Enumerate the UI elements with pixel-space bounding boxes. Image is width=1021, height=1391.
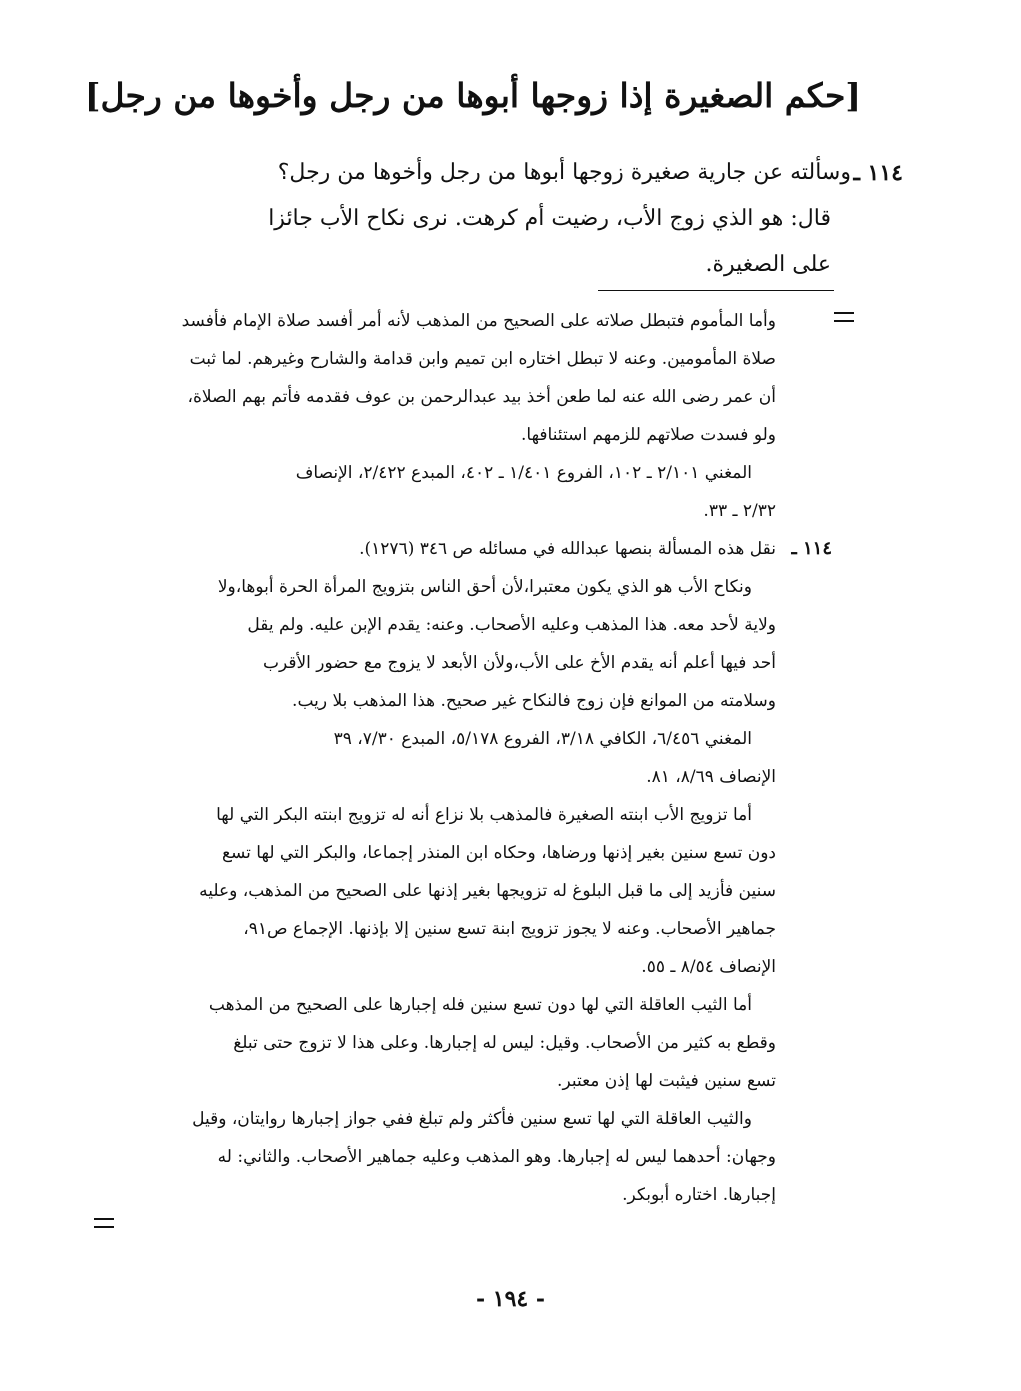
chapter-title: [حكم الصغيرة إذا زوجها أبوها من رجل وأخوها من رجل] (84, 76, 861, 115)
note-line: صلاة المأمومين. وعنه لا تبطل اختاره ابن تميم وابن قدامة والشارح وغيرهم. لما ثبت (189, 349, 776, 369)
main-line: وسألته عن جارية صغيرة زوجها أبوها من رجل وأخوها من رجل؟ (277, 160, 851, 185)
continuation-mark-bottom (94, 1218, 114, 1228)
footnotes (110, 302, 832, 1214)
note-line: أما الثيب العاقلة التي لها دون تسع سنين فله إجبارها على الصحيح من المذهب (208, 995, 752, 1015)
note-line: دون تسع سنين بغير إذنها ورضاها، وحكاه ابن المنذر إجماعا، والبكر التي لها تسع (221, 843, 776, 863)
note-line: سنين فأزيد إلى ما قبل البلوغ له تزويجها بغير إذنها على الصحيح من المذهب، وعليه (199, 881, 776, 901)
note-line: إجبارها. اختاره أبوبكر. (622, 1185, 776, 1205)
note-line: أن عمر رضى الله عنه لما طعن أخذ بيد عبدالرحمن بن عوف فقدمه فأتم بهم الصلاة، (187, 387, 776, 407)
note-line: جماهير الأصحاب. وعنه لا يجوز تزويج ابنة تسع سنين إلا بإذنها. الإجماع ص٩١، (243, 919, 776, 939)
main-text (100, 150, 903, 288)
reference-line: ٢/٣٢ ـ ٣٣. (703, 501, 776, 521)
footnote-number: ١١٤ ـ (791, 538, 832, 559)
note-line: ونكاح الأب هو الذي يكون معتبرا،لأن أحق الناس بتزويج المرأة الحرة أبوها،ولا (217, 577, 752, 597)
reference-line: المغني ٢/١٠١ ـ ١٠٢، الفروع ١/٤٠١ ـ ٤٠٢، المبدع ٢/٤٢٢، الإنصاف (295, 463, 752, 483)
note-line: والثيب العاقلة التي لها تسع سنين فأكثر ولم تبلغ ففي جواز إجبارها روايتان، وقيل (192, 1109, 752, 1129)
footnote-separator (598, 290, 834, 291)
page-number: - ١٩٤ - (475, 1286, 546, 1312)
note-line: أما تزويج الأب ابنته الصغيرة فالمذهب بلا نزاع أنه له تزويج ابنته البكر التي لها (216, 805, 752, 825)
note-line: ولاية لأحد معه. هذا المذهب وعليه الأصحاب. وعنه: يقدم الإبن عليه. ولم يقل (247, 615, 776, 635)
note-line: وسلامته من الموانع فإن زوج فالنكاح غير صحيح. هذا المذهب بلا ريب. (292, 691, 776, 711)
note-line: وأما المأموم فتبطل صلاته على الصحيح من المذهب لأنه أمر أفسد صلاة الإمام فأفسد (181, 311, 776, 331)
note-line: أحد فيها أعلم أنه يقدم الأخ على الأب،ولأن الأبعد لا يزوج مع حضور الأقرب (262, 653, 776, 673)
main-line: على الصغيرة. (705, 252, 831, 277)
question-number: ١١٤ ـ (853, 160, 903, 186)
note-line: تسع سنين فيثبت لها إذن معتبر. (557, 1071, 776, 1091)
note-line: الإنصاف ٨/٥٤ ـ ٥٥. (641, 957, 776, 977)
note-line: ولو فسدت صلاتهم للزمهم استئنافها. (521, 425, 776, 445)
main-line: قال: هو الذي زوج الأب، رضيت أم كرهت. نرى نكاح الأب جائزا (268, 206, 831, 231)
note-line: وجهان: أحدهما ليس له إجبارها. وهو المذهب وعليه جماهير الأصحاب. والثاني: له (217, 1147, 776, 1167)
continuation-mark-top (834, 312, 854, 322)
note-line: نقل هذه المسألة بنصها عبدالله في مسائله ص ٣٤٦ (١٢٧٦). (359, 539, 776, 559)
note-line: وقطع به كثير من الأصحاب. وقيل: ليس له إجبارها. وعلى هذا لا تزوج حتى تبلغ (233, 1033, 776, 1053)
reference-line: المغني ٦/٤٥٦، الكافي ٣/١٨، الفروع ٥/١٧٨، المبدع ٧/٣٠، ٣٩ (333, 729, 752, 749)
reference-line: الإنصاف ٨/٦٩، ٨١. (646, 767, 776, 787)
